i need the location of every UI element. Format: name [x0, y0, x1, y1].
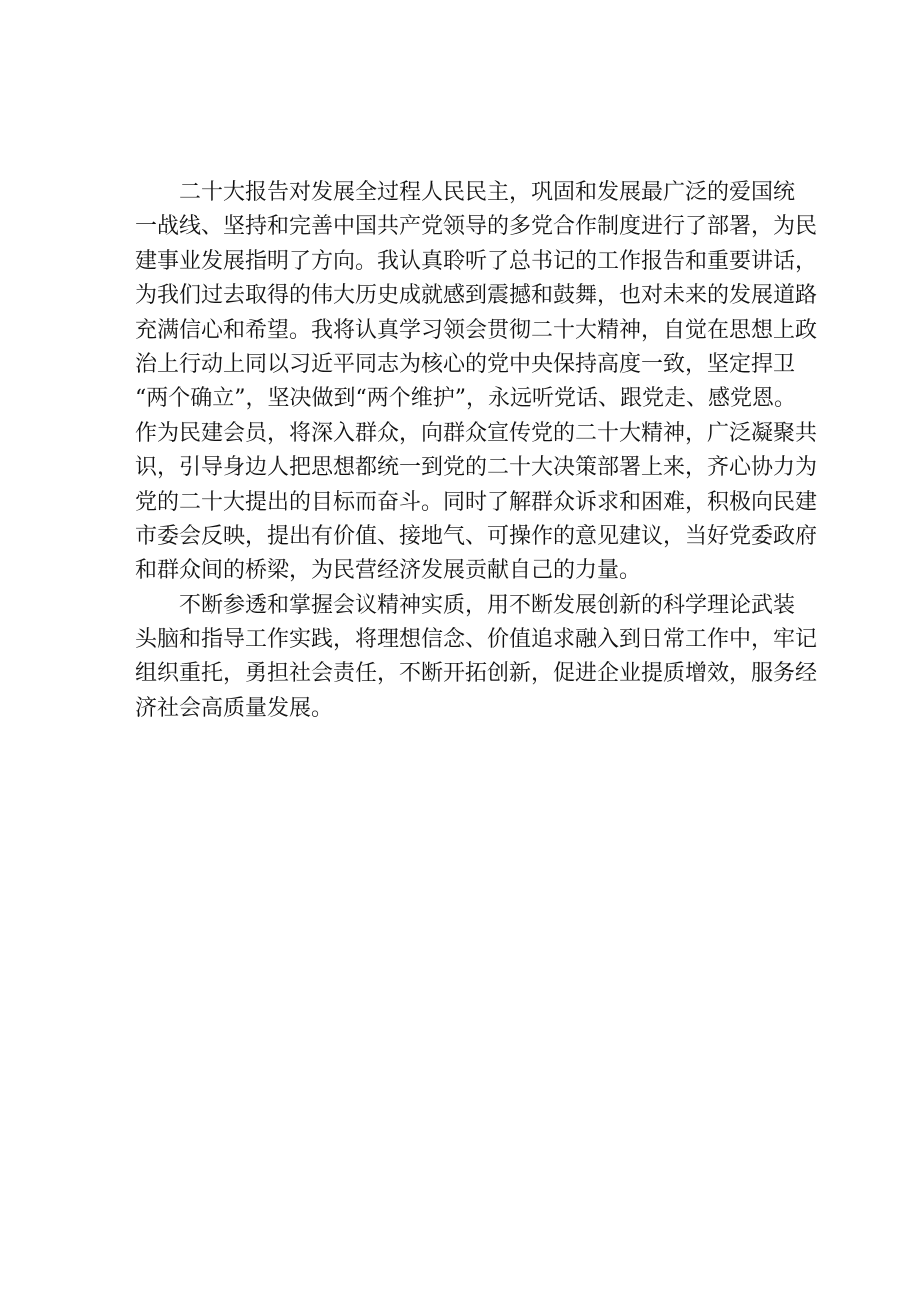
text-line: 党的二十大提出的目标而奋斗。同时了解群众诉求和困难，积极向民建: [135, 489, 818, 515]
text-line: 头脑和指导工作实践，将理想信念、价值追求融入到日常工作中，牢记: [135, 627, 818, 653]
text-line: 二十大报告对发展全过程人民民主，巩固和发展最广泛的爱国统: [179, 180, 796, 205]
text-line: 市委会反映，提出有价值、接地气、可操作的意见建议，当好党委政府: [135, 523, 818, 549]
text-line: 和群众间的桥梁，为民营经济发展贡献自己的力量。: [135, 558, 642, 584]
paragraph-1: [135, 176, 818, 589]
text-line: 济社会高质量发展。: [135, 695, 334, 721]
text-line: 建事业发展指明了方向。我认真聆听了总书记的工作报告和重要讲话，: [135, 248, 818, 274]
text-line: 为我们过去取得的伟大历史成就感到震撼和鼓舞，也对未来的发展道路: [135, 283, 818, 309]
text-line: 识，引导身边人把思想都统一到党的二十大决策部署上来，齐心协力为: [135, 455, 818, 481]
text-line: 不断参透和掌握会议精神实质，用不断发展创新的科学理论武装: [179, 592, 796, 618]
text-line: 一战线、坚持和完善中国共产党领导的多党合作制度进行了部署，为民: [135, 214, 818, 240]
text-line: 治上行动上同以习近平同志为核心的党中央保持高度一致，坚定捍卫: [135, 351, 796, 377]
text-line: 充满信心和希望。我将认真学习领会贯彻二十大精神，自觉在思想上政: [135, 317, 818, 343]
paragraph-2: [135, 589, 818, 727]
text-line: 作为民建会员，将深入群众，向群众宣传党的二十大精神，广泛凝聚共: [135, 420, 818, 446]
text-line: 组织重托，勇担社会责任，不断开拓创新，促进企业提质增效，服务经: [135, 661, 818, 687]
text-line: “两个确立”，坚决做到“两个维护”，永远听党话、跟党走、感党恩。: [135, 386, 796, 412]
document-body: [135, 176, 818, 726]
